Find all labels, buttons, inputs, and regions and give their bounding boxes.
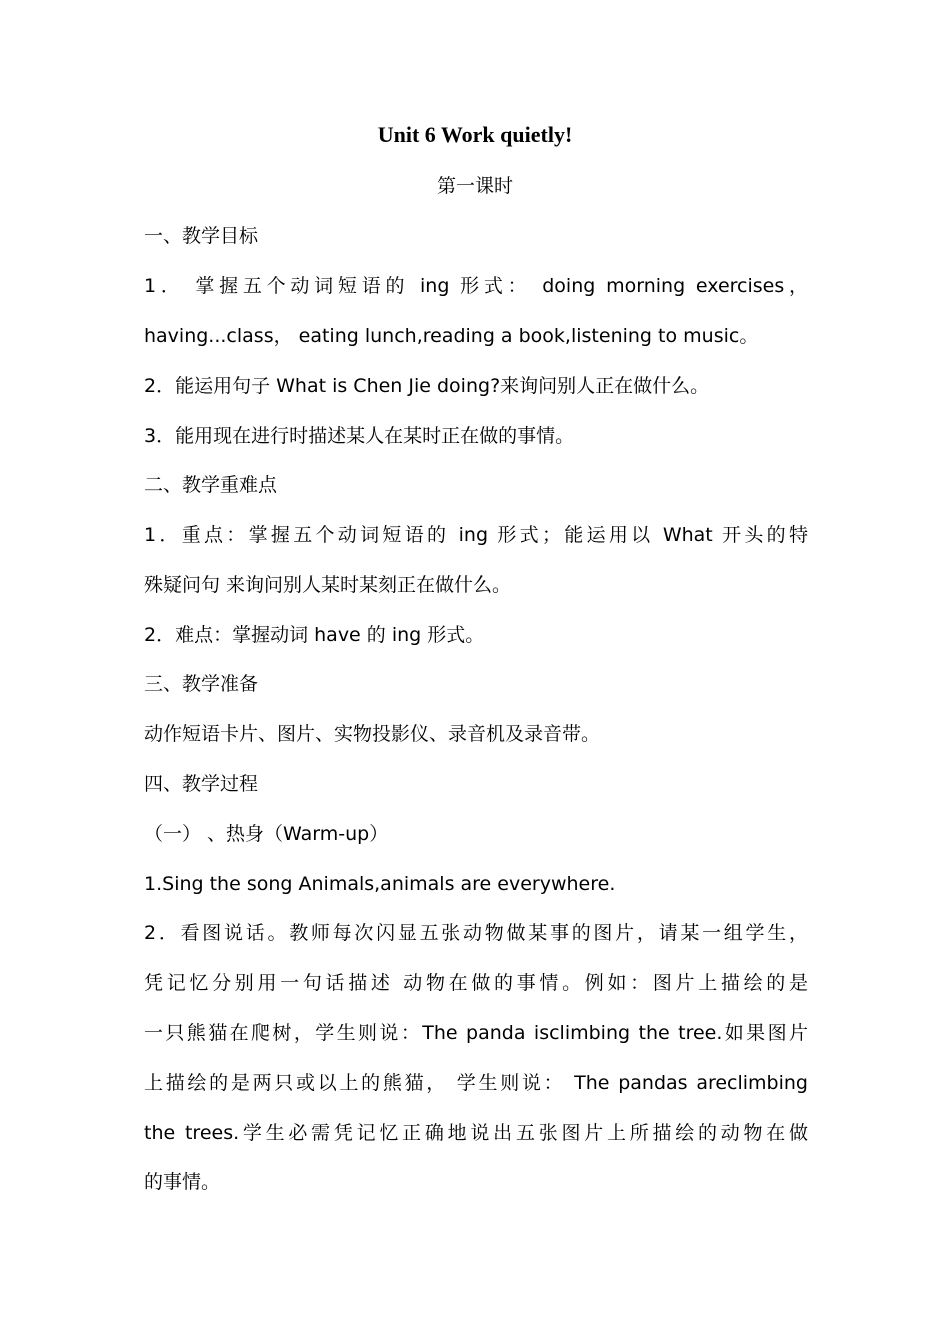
section-heading-key-points: 二、教学重难点 — [144, 474, 278, 496]
paragraph-line: 动作短语卡片、图片、实物投影仪、录音机及录音带。 — [144, 723, 601, 745]
paragraph-line: having...class， eating lunch,reading a book,listening to music。 — [144, 325, 759, 347]
paragraph-line: 3．能用现在进行时描述某人在某时正在做的事情。 — [144, 425, 575, 447]
paragraph-line: 2．难点：掌握动词 have 的 ing 形式。 — [144, 624, 485, 646]
paragraph-line: 一只熊猫在爬树，学生则说：The panda isclimbing the tree.如果图片 — [144, 1022, 808, 1044]
paragraph-line: 上描绘的是两只或以上的熊猫， 学生则说： The pandas areclimbing — [144, 1072, 808, 1094]
paragraph-line: 凭记忆分别用一句话描述 动物在做的事情。例如：图片上描绘的是 — [144, 972, 808, 994]
paragraph-line: 的事情。 — [144, 1171, 221, 1193]
section-heading-process: 四、教学过程 — [144, 773, 259, 795]
paragraph-line: 1．重点：掌握五个动词短语的 ing 形式；能运用以 What 开头的特 — [144, 524, 808, 546]
paragraph-line: 2．看图说话。教师每次闪显五张动物做某事的图片，请某一组学生， — [144, 922, 808, 944]
paragraph-line: 1.Sing the song Animals,animals are everywhere. — [144, 873, 616, 895]
paragraph-line: 殊疑问句 来询问别人某时某刻正在做什么。 — [144, 574, 512, 596]
paragraph-line: the trees.学生必需凭记忆正确地说出五张图片上所描绘的动物在做 — [144, 1122, 808, 1144]
lesson-subtitle: 第一课时 — [436, 175, 513, 197]
paragraph-line: 2．能运用句子 What is Chen Jie doing?来询问别人正在做什么。 — [144, 375, 710, 397]
document-title: Unit 6 Work quietly! — [377, 122, 573, 147]
paragraph-line: 1． 掌握五个动词短语的 ing 形式： doing morning exercises， — [144, 275, 808, 297]
section-heading-objectives: 一、教学目标 — [144, 225, 259, 247]
section-heading-preparation: 三、教学准备 — [144, 673, 259, 695]
subsection-heading-warm-up: （一） 、热身（Warm-up） — [144, 823, 389, 845]
